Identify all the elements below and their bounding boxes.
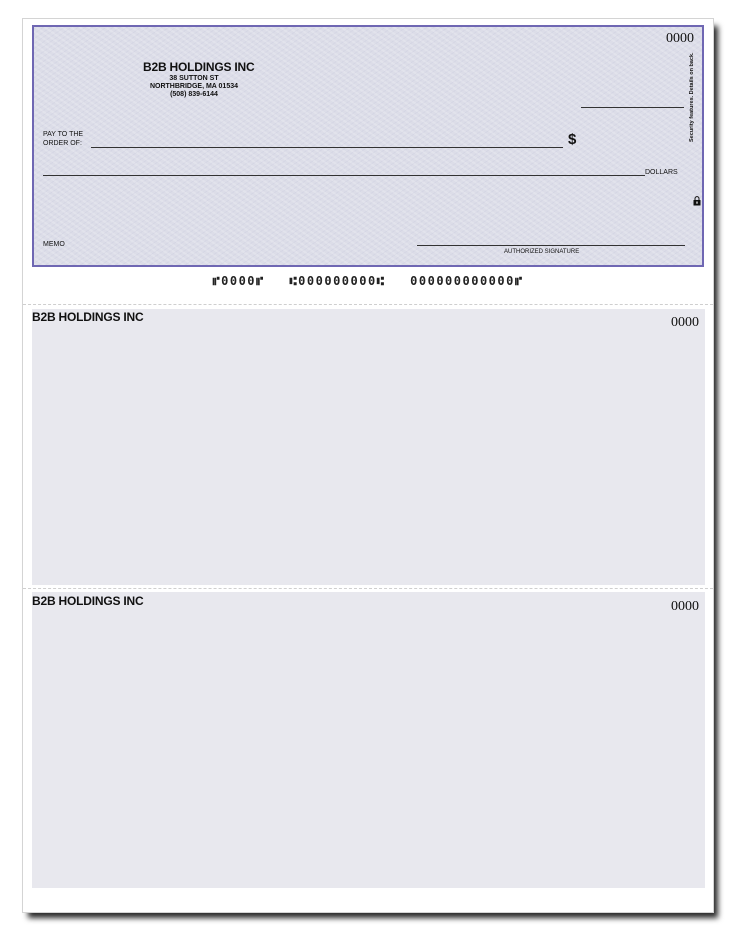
micr-routing-number: ⑆000000000⑆ [289,274,386,288]
company-address-city: NORTHBRIDGE, MA 01534 [149,83,239,90]
stub-check-number: 0000 [671,599,699,614]
company-phone: (508) 839-6144 [170,91,218,98]
check-face [32,25,704,267]
pay-to-label-line2: ORDER OF: [43,140,82,147]
perforation-line [23,304,713,305]
perforation-line [23,588,713,589]
dollars-label: DOLLARS [645,169,678,176]
security-note: Security features. Details on back. [689,52,695,142]
payee-line [91,147,563,148]
check-number: 0000 [666,31,694,46]
signature-line [417,245,685,246]
dollar-sign: $ [568,131,577,148]
amount-words-line [43,175,645,176]
date-line [581,107,684,108]
micr-account-number: 000000000000⑈ [410,274,524,288]
company-address-street: 38 SUTTON ST [169,75,219,82]
stub-check-number: 0000 [671,315,699,330]
signature-label: AUTHORIZED SIGNATURE [504,249,580,255]
stub-company-name: B2B HOLDINGS INC [32,594,144,608]
voucher-stub [32,592,705,888]
company-name: B2B HOLDINGS INC [143,60,255,74]
stub-company-name: B2B HOLDINGS INC [32,310,144,324]
micr-line [23,274,713,288]
check-sheet [22,18,714,913]
micr-check-number: ⑈0000⑈ [212,274,265,288]
lock-icon [693,196,701,206]
voucher-stub [32,309,705,585]
pay-to-label [43,130,83,148]
memo-label: MEMO [43,241,65,248]
pay-to-label-line1: PAY TO THE [43,131,84,138]
